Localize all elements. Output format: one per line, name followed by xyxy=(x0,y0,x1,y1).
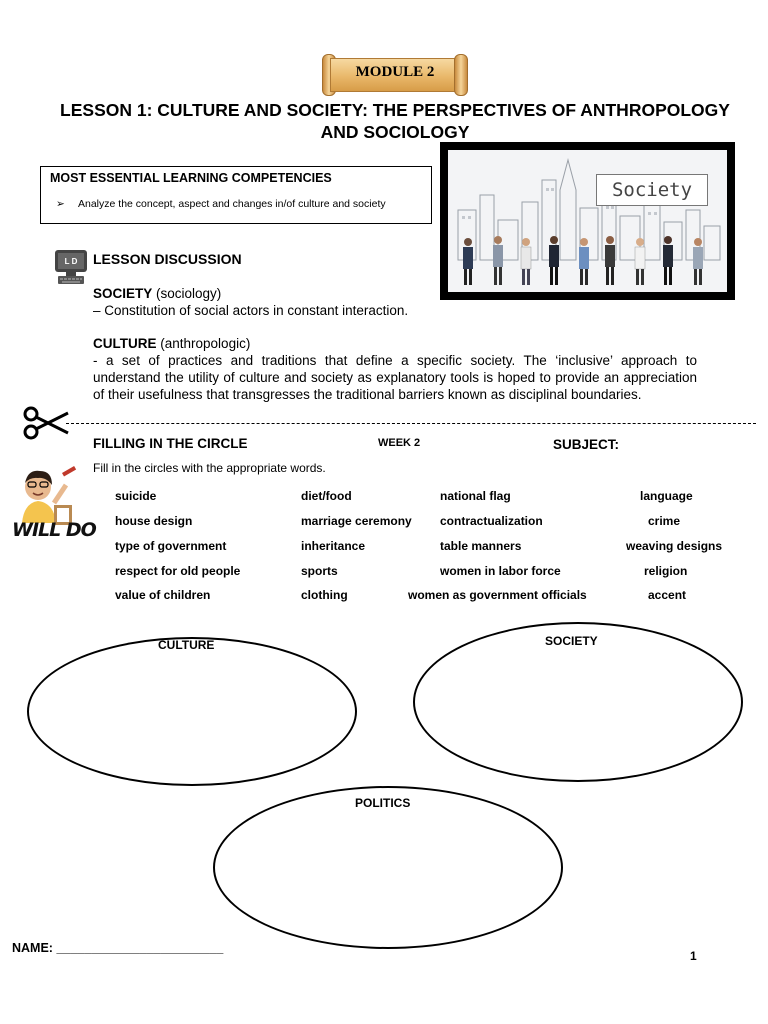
learning-discussion-computer-icon xyxy=(54,249,88,285)
word-bank-item: national flag xyxy=(440,489,511,503)
lesson-discussion-heading: LESSON DISCUSSION xyxy=(93,251,242,267)
page-number: 1 xyxy=(690,949,697,963)
city-skyline-illustration xyxy=(448,150,727,292)
politics-circle-label: POLITICS xyxy=(355,796,411,810)
scissors-icon xyxy=(22,405,70,441)
lesson-title: LESSON 1: CULTURE AND SOCIETY: THE PERSPECTIVES OF ANTHROPOLOGY AND SOCIOLOGY xyxy=(60,100,730,142)
activity-instruction: Fill in the circles with the appropriate words. xyxy=(93,461,326,475)
melc-item-text: Analyze the concept, aspect and changes in/of culture and society xyxy=(78,198,386,210)
melc-item xyxy=(56,197,421,212)
word-bank-item: crime xyxy=(648,514,681,528)
subject-label: SUBJECT: xyxy=(553,437,620,452)
society-circle-label: SOCIETY xyxy=(545,634,598,648)
word-bank-item: weaving designs xyxy=(626,539,723,553)
word-bank-item: inheritance xyxy=(301,539,366,553)
module-label: MODULE 2 xyxy=(355,64,435,80)
culture-definition-block xyxy=(93,335,697,403)
word-bank-item: suicide xyxy=(115,489,157,503)
word-bank-item: women in labor force xyxy=(440,564,561,578)
word-bank-item: table manners xyxy=(440,539,522,553)
module-banner xyxy=(322,54,468,94)
will-do-label: WILL DO xyxy=(12,519,96,541)
society-qualifier: (sociology) xyxy=(156,286,222,301)
word-bank-item: marriage ceremony xyxy=(301,514,412,528)
computer-icon xyxy=(54,249,88,285)
word-bank-item: type of government xyxy=(115,539,227,553)
society-definition: – Constitution of social actors in constant interaction. xyxy=(93,303,409,318)
culture-qualifier: (anthropologic) xyxy=(160,336,251,351)
word-bank-item: language xyxy=(640,489,693,503)
politics-circle[interactable] xyxy=(213,786,563,949)
society-term: SOCIETY xyxy=(93,286,153,301)
will-do-mascot xyxy=(10,465,98,545)
word-bank-item: diet/food xyxy=(301,489,352,503)
name-field[interactable]: NAME: ________________________ xyxy=(12,941,224,955)
activity-title: FILLING IN THE CIRCLE xyxy=(93,436,248,451)
culture-circle[interactable] xyxy=(27,637,357,786)
melc-heading: MOST ESSENTIAL LEARNING COMPETENCIES xyxy=(50,171,332,185)
word-bank-item: women as government officials xyxy=(408,588,587,602)
culture-term: CULTURE xyxy=(93,336,157,351)
culture-definition: - a set of practices and traditions that define a specific society. The ‘inclusive’ approach to understand the utility of culture and society as explanatory tools is hoped to provide an appreciation of their usefulness that transgresses the traditional barriers known as disciplinal boundaries. xyxy=(93,353,697,402)
society-term-line xyxy=(93,285,703,302)
word-bank-item: accent xyxy=(648,588,687,602)
culture-circle-label: CULTURE xyxy=(158,638,215,652)
bullet-arrow-icon: ➢ xyxy=(56,198,65,210)
society-sign: Society xyxy=(596,174,708,206)
cut-line-divider xyxy=(66,423,756,424)
word-bank-item: sports xyxy=(301,564,338,578)
ld-icon-text: L D xyxy=(64,257,78,266)
society-image xyxy=(440,142,735,300)
word-bank-item: value of children xyxy=(115,588,211,602)
word-bank-item: respect for old people xyxy=(115,564,241,578)
week-label: WEEK 2 xyxy=(378,437,421,449)
melc-box xyxy=(40,166,432,224)
word-bank-item: house design xyxy=(115,514,193,528)
word-bank-item: contractualization xyxy=(440,514,543,528)
culture-term-line xyxy=(93,335,697,352)
society-image-canvas xyxy=(448,150,727,292)
word-bank-item: clothing xyxy=(301,588,348,602)
society-definition-block xyxy=(93,285,703,319)
word-bank-item: religion xyxy=(644,564,688,578)
